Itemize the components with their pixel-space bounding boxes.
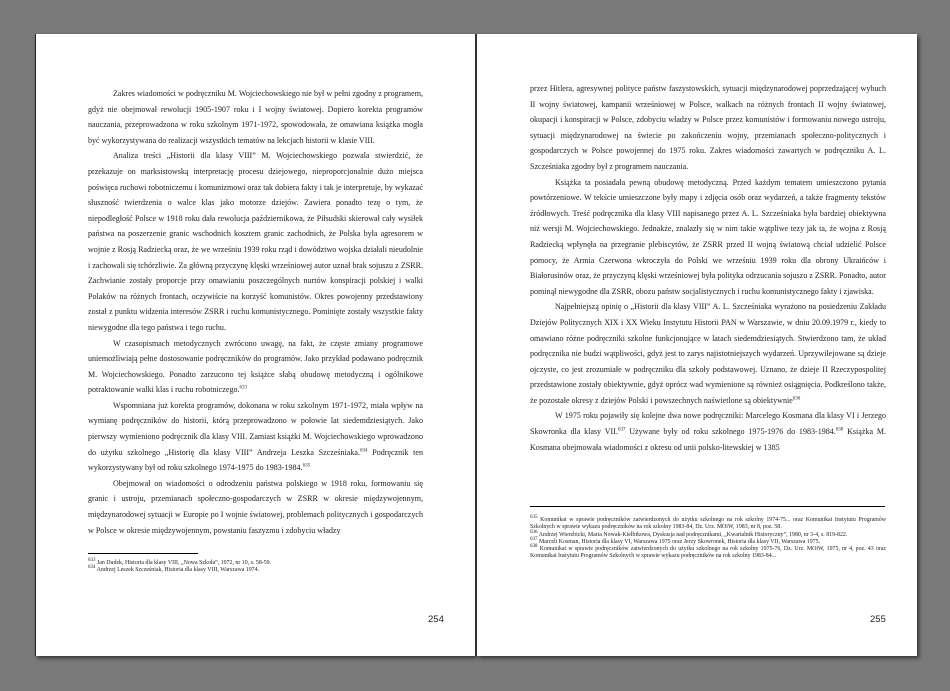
- paragraph: W czasopismach metodycznych zwrócono uwagę, na fakt, że częste zmiany programowe uniemożliwiają pełne dostosowanie podręczników do programów. Jako przykład podawano podręcznik M. Wojciechowskiego. Ponadto zarzucono tej książce słabą obudowę metodyczną i ogólnikowe potraktowanie walki klas i ruchu robotniczego.$^{633}$: [88, 338, 423, 395]
- page-number: 254: [428, 614, 444, 625]
- footnote: $^{637}$ Marceli Kosman, Historia dla klasy VI, Warszawa 1975 oraz Jerzy Skowronek, Historia dla klasy VII, Warszawa 1975.: [530, 536, 821, 545]
- paragraph: Najpełniejszą opinię o „Historii dla klasy VIII” A. L. Szcześniaka wyrażono na posiedzeniu Zakładu Dziejów Politycznych XIX i XX Wieku Instytutu Historii PAN w Warszawie, w dniu 20.09.1979 r., kiedy to omawiano różne podręczniki szkolne funkcjonujące w latach siedemdziesiątych. Stwierdzono tam, że układ podręcznika nie budzi wątpliwości, gdyż jest to zarys najistotniejszych wydarzeń. Uprzywilejowane są dzieje ojczyste, co jest zrozumiałe w podręczniku dla szkoły podstawowej. Uznano, że dzieje II Rzeczypospolitej przedstawione zostały obiektywnie, gdyż oprócz wad wymienione są również osiągnięcia. Podkreślono także, że pozostałe okresy z dziejów Polski i powszechnych naświetlone są obiektywnie$^{636}$: [530, 302, 886, 405]
- paragraph: Obejmował on wiadomości o odrodzeniu państwa polskiego w 1918 roku, formowaniu się granic i ustroju, przemianach społeczno-gospodarczych w ZSRR w okresie międzywojennym, międzynarodowej sytuacji w Europie po I wojnie światowej, problemach politycznych i gospodarczych w Polsce w okresie międzywojennym, powstaniu faszyzmu i zdobyciu władzy: [88, 478, 423, 535]
- paragraph: Wspomniana już korekta programów, dokonana w roku szkolnym 1971-1972, miała wpływ na wymianę podręczników do historii, którą przeprowadzono w połowie lat siedemdziesiątych. Jako pierwszy wymieniono podręcznik dla klasy VIII. Zamiast książki M. Wojciechowskiego wprowadzono do użytku szkolnego „Historię dla klasy VIII” Andrzeja Leszka Szcześniaka.$^{634}$ Podręcznik ten wykorzystywany był od roku szkolnego 1974-1975 do 1983-1984.$^{635}$: [88, 400, 423, 473]
- paragraph: Książka ta posiadała pewną obudowę metodyczną. Przed każdym tematem umieszczono pytania powtórzeniowe. W tekście umieszczone były mapy i zdjęcia osób oraz wydarzeń, a także fragmenty tekstów źródłowych. Treść podręcznika dla klasy VIII napisanego przez A. L. Szcześniaka była bardziej obiektywna niż wersji M. Wojciechowskiego. Jednakże, znalazły się w nim takie wątpliwe tezy jak ta, że wojna z Rosją Radziecką wpłynęła na przegranie plebiscytów, że ZSRR przed II wojną światową chciał udzielić Polsce pomocy, że Armia Czerwona wkroczyła do Polski we wrześniu 1939 roku dla obrony Ukraińców i Białorusinów oraz, że przyczyną klęski wrześniowej była polityka odrzucania sojuszu z ZSRR. Ponadto, autor pominął niewygodne dla ZSRR, obozu państw socjalistycznych i ruchu komunistycznego fakty i zjawiska.: [530, 177, 886, 296]
- footnote: $^{633}$ Jan Dudek, Historia dla klasy VIII, „Nowa Szkoła”, 1972, nr 10, s. 58-59.: [88, 558, 272, 566]
- footnote: $^{636}$ Andrzej Wierzbicki, Maria Nowak-Kiełbikowa, Dyskusja nad podręcznikami, „Kwartalnik Historyczny”, 1980, nr 3-4, s. 819-822.: [530, 529, 848, 538]
- right-body-text: [530, 81, 886, 455]
- footnote-separator: [530, 506, 885, 507]
- right-page: [477, 34, 917, 656]
- footnotes: [88, 560, 423, 575]
- footnote-ref: 638: [835, 427, 844, 433]
- left-body-text: [88, 86, 423, 538]
- paragraph: przez Hitlera, agresywnej polityce państw faszystowskich, sytuacji międzynarodowej poprzedzającej wybuch II wojny światowej, kampanii wrześniowej w Polsce, walkach na różnych frontach II wojny światowej, okupacji i konspiracji w Polsce, zdobyciu władzy w Polsce przez komunistów i formowaniu nowego ustroju, sytuacji międzynarodowej na świecie po zakończeniu wojny, przemianach społeczno-politycznych i gospodarczych w Polsce powojennej do 1975 roku. Zakres wiadomości zawartych w podręczniku A. L. Szcześniaka zgodny był z programem nauczania.: [530, 84, 886, 171]
- paragraph: Analiza treści „Historii dla klasy VIII” M. Wojciechowskiego pozwala stwierdzić, że przekazuje on marksistowską interpretację procesu dziejowego, nieproporcjonalnie dużo miejsca poświęca ruchowi robotniczemu i komunizmowi oraz tak dobiera fakty i tak je interpretuje, by wykazać słuszność twierdzenia o walce klas jako motorze dziejów. Zawiera ponadto tezę o tym, że niepodległość Polsce w 1918 roku dała rewolucja październikowa, że Piłsudski skierował cały wysiłek państwa na poszerzenie granic wschodnich kosztem granic zachodnich, że Polska była agresorem w wojnie z Rosją Radziecką oraz, że we wrześniu 1939 roku rząd i dowództwo wojska działali nieudolnie i zachowali się tchórzliwie. Za główną przyczynę klęski wrześniowej autor uznał brak sojuszu z ZSRR. Zachwianie zostały proporcje przy omawianiu poszczególnych nurtów konspiracji polskiej i walki Polaków na różnych frontach, oczywiście na korzyść komunistów. Okres powojenny przedstawiony został z punktu widzenia interesów ZSRR i ruchu komunistycznego. Pominięte zostały wszystkie fakty niewygodne dla tego państwa i tego ruchu.: [88, 151, 423, 332]
- footnote: $^{638}$ Komunikat w sprawie podręczników zatwierdzonych do użytku szkolnego na rok szkolny 1975-76, Dz. Urz. MOiW, 1975, nr 4, poz. 43 oraz Komunikat Instytutu Programów Szkolnych w sprawie wykazu podręczników na rok szkolny 1983-84...: [530, 544, 886, 560]
- paragraph: W 1975 roku pojawiły się kolejne dwa nowe podręczniki: Marcelego Kosmana dla klasy VI i Jerzego Skowronka dla klasy VII.$^{637}$ Używane były od roku szkolnego 1975-1976 do 1983-1984.$^{638}$ Książka M. Kosmana obejmowała wiadomości z okresu od unii polsko-litewskiej w 1385: [530, 411, 886, 452]
- footnote: $^{634}$ Andrzej Leszek Szcześniak, Historia dla klasy VIII, Warszawa 1974.: [88, 565, 260, 574]
- footnote-ref: 633: [239, 385, 248, 391]
- footnote-ref: 637: [617, 427, 626, 433]
- footnote-ref: 636: [792, 396, 801, 402]
- footnote-ref: 635: [302, 463, 311, 469]
- paragraph: Zakres wiadomości w podręczniku M. Wojciechowskiego nie był w pełni zgodny z programem, gdyż nie obejmował rewolucji 1905-1907 roku i I wojny światowej. Dopiero korekta programów nauczania, przeprowadzona w roku szkolnym 1971-1972, spowodowała, że omawiana książka mogła być wykorzystywana do realizacji wszystkich tematów na lekcjach historii w klasie VIII.: [88, 89, 423, 145]
- footnote-separator: [88, 553, 198, 554]
- left-page: [35, 34, 475, 656]
- footnote-ref: 634: [359, 447, 368, 453]
- footnote: $^{635}$ Komunikat w sprawie podręczników zatwierdzonych do użytku szkolnego na rok szkolny 1974-75... oraz Komunikat Instytutu Programów Szkolnych w sprawie wykazu podręczników na rok szkolny 1983-84, Dz. Urz. MOiW, 1983, nr 8, poz. 58.: [530, 515, 886, 531]
- page-number: 255: [870, 614, 886, 625]
- footnotes: [530, 517, 886, 561]
